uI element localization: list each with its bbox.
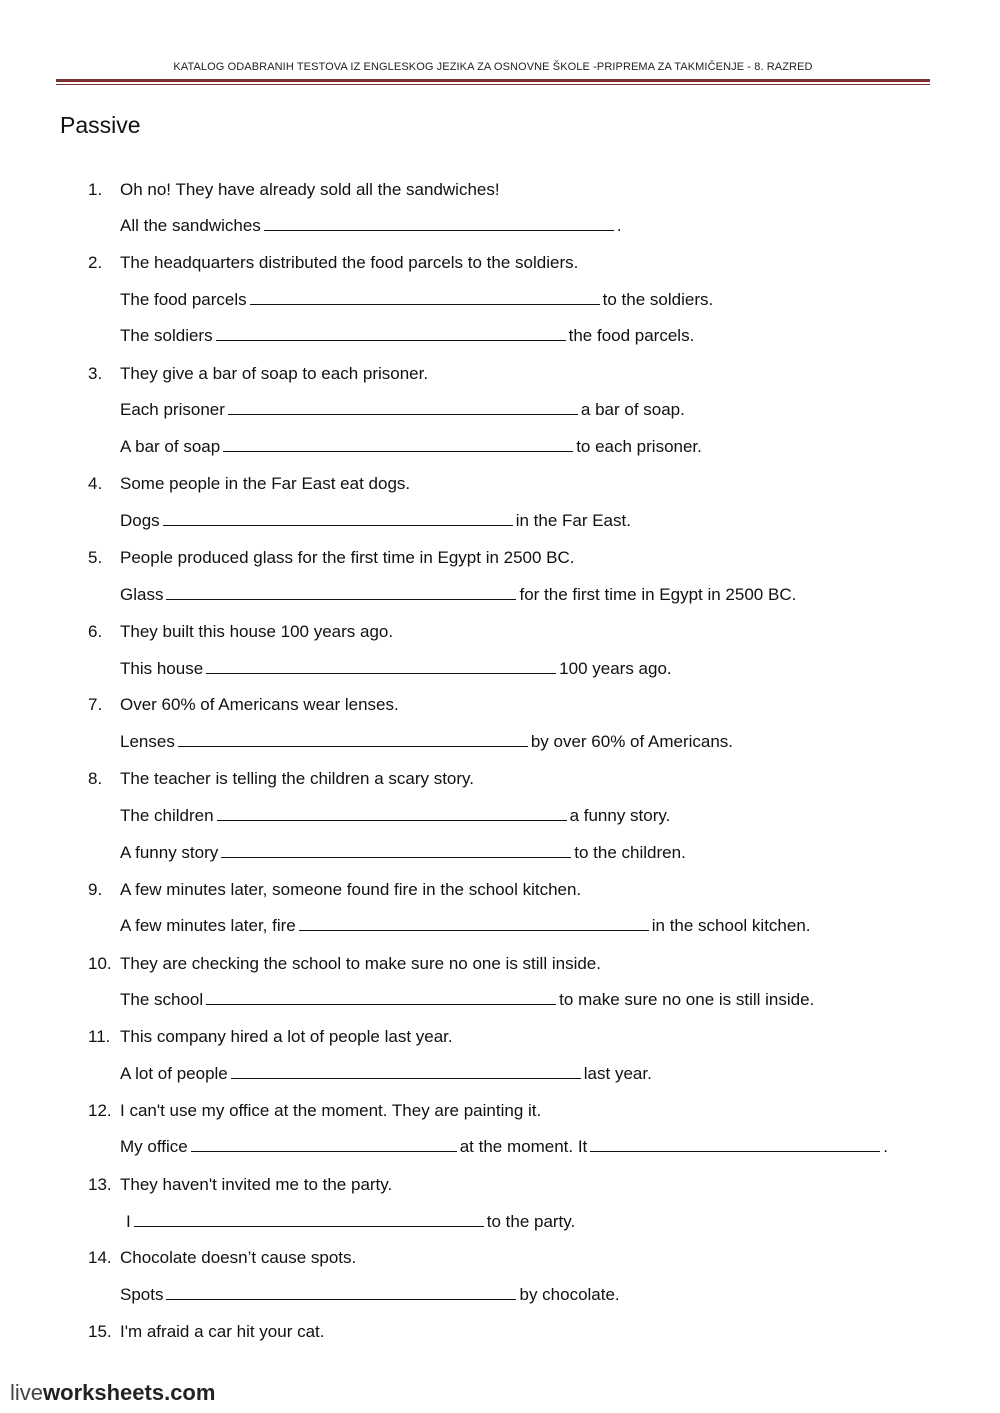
answer-blank-3a[interactable] xyxy=(228,413,578,415)
answer-line-2a xyxy=(120,289,713,311)
answer-suffix: last year. xyxy=(583,1064,652,1083)
answer-suffix: a funny story. xyxy=(569,806,671,825)
answer-suffix: . xyxy=(883,1137,889,1156)
question-text: The headquarters distributed the food parcels to the soldiers. xyxy=(120,253,579,272)
answer-blank-7[interactable] xyxy=(178,745,528,747)
answer-line-1 xyxy=(120,215,622,237)
answer-suffix: by over 60% of Americans. xyxy=(530,732,734,751)
header-divider xyxy=(56,79,930,82)
answer-prefix: The children xyxy=(120,806,214,825)
question-text: They give a bar of soap to each prisoner. xyxy=(120,364,429,383)
question-text: People produced glass for the first time in Egypt in 2500 BC. xyxy=(120,548,575,567)
answer-prefix: Spots xyxy=(120,1285,164,1304)
question-number: 5. xyxy=(88,548,103,567)
question-number: 4. xyxy=(88,474,103,493)
question-text: I'm afraid a car hit your cat. xyxy=(120,1322,325,1341)
answer-middle: at the moment. It xyxy=(459,1137,588,1156)
question-text: They built this house 100 years ago. xyxy=(120,622,394,641)
question-text: Oh no! They have already sold all the sandwiches! xyxy=(120,180,500,199)
answer-prefix: A few minutes later, fire xyxy=(120,916,296,935)
answer-line-6 xyxy=(120,658,672,680)
question-number: 14. xyxy=(88,1248,112,1267)
answer-suffix: to each prisoner. xyxy=(576,437,702,456)
question-number: 10. xyxy=(88,954,112,973)
answer-prefix: The school xyxy=(120,990,204,1009)
question-number: 12. xyxy=(88,1101,112,1120)
logo-text-suffix: .com xyxy=(164,1380,216,1405)
answer-blank-2a[interactable] xyxy=(250,303,600,305)
answer-blank-5[interactable] xyxy=(166,598,516,600)
answer-prefix: Dogs xyxy=(120,511,160,530)
answer-prefix: A lot of people xyxy=(120,1064,228,1083)
answer-blank-10[interactable] xyxy=(206,1003,556,1005)
answer-blank-9[interactable] xyxy=(299,929,649,931)
answer-prefix: A funny story xyxy=(120,843,219,862)
answer-suffix: in the Far East. xyxy=(515,511,631,530)
answer-blank-12b[interactable] xyxy=(590,1150,880,1152)
answer-line-2b xyxy=(120,325,694,347)
question-text: They are checking the school to make sure no one is still inside. xyxy=(120,954,601,973)
question-text: The teacher is telling the children a scary story. xyxy=(120,769,475,788)
logo-text-live: live xyxy=(10,1380,44,1405)
answer-line-7 xyxy=(120,731,733,753)
question-number: 6. xyxy=(88,622,103,641)
logo-text-worksheets: worksheets xyxy=(43,1380,165,1405)
answer-blank-8a[interactable] xyxy=(217,819,567,821)
answer-blank-1[interactable] xyxy=(264,229,614,231)
answer-line-14 xyxy=(120,1284,620,1306)
answer-line-8b xyxy=(120,842,686,864)
question-number: 2. xyxy=(88,253,103,272)
answer-prefix: Each prisoner xyxy=(120,400,225,419)
answer-prefix: Lenses xyxy=(120,732,175,751)
answer-prefix: All the sandwiches xyxy=(120,216,261,235)
answer-line-11 xyxy=(120,1063,652,1085)
answer-suffix: to the soldiers. xyxy=(602,290,714,309)
header-title: KATALOG ODABRANIH TESTOVA IZ ENGLESKOG JEZIKA ZA OSNOVNE ŠKOLE -PRIPREMA ZA TAKMIČENJE - 8. RAZRED xyxy=(173,61,813,73)
answer-line-3b xyxy=(120,436,702,458)
answer-prefix: The food parcels xyxy=(120,290,247,309)
question-text: A few minutes later, someone found fire in the school kitchen. xyxy=(120,880,582,899)
question-text: I can't use my office at the moment. They are painting it. xyxy=(120,1101,542,1120)
answer-line-4 xyxy=(120,510,631,532)
answer-line-8a xyxy=(120,805,670,827)
question-text: Some people in the Far East eat dogs. xyxy=(120,474,411,493)
answer-prefix: A bar of soap xyxy=(120,437,221,456)
question-text: Over 60% of Americans wear lenses. xyxy=(120,695,399,714)
answer-line-5 xyxy=(120,584,796,606)
question-text: This company hired a lot of people last year. xyxy=(120,1027,453,1046)
answer-blank-13[interactable] xyxy=(134,1225,484,1227)
answer-blank-3b[interactable] xyxy=(223,450,573,452)
liveworksheets-logo xyxy=(10,1380,215,1406)
question-number: 7. xyxy=(88,695,103,714)
answer-suffix: . xyxy=(616,216,622,235)
answer-suffix: to the children. xyxy=(574,843,686,862)
answer-suffix: a bar of soap. xyxy=(580,400,685,419)
question-number: 8. xyxy=(88,769,103,788)
answer-line-9 xyxy=(120,915,811,937)
answer-suffix: the food parcels. xyxy=(568,326,695,345)
answer-blank-2b[interactable] xyxy=(216,339,566,341)
answer-blank-14[interactable] xyxy=(166,1298,516,1300)
question-number: 1. xyxy=(88,180,103,199)
answer-prefix: My office xyxy=(120,1137,188,1156)
answer-prefix: The soldiers xyxy=(120,326,213,345)
answer-blank-4[interactable] xyxy=(163,524,513,526)
answer-prefix: I xyxy=(126,1212,131,1231)
answer-blank-8b[interactable] xyxy=(221,856,571,858)
header-divider-thin xyxy=(56,84,930,85)
answer-line-12 xyxy=(120,1136,888,1158)
answer-blank-11[interactable] xyxy=(231,1077,581,1079)
answer-blank-12a[interactable] xyxy=(191,1150,457,1152)
question-number: 11. xyxy=(88,1027,111,1046)
question-text: They haven't invited me to the party. xyxy=(120,1175,393,1194)
answer-line-13 xyxy=(126,1211,575,1233)
answer-suffix: for the first time in Egypt in 2500 BC. xyxy=(519,585,797,604)
question-number: 3. xyxy=(88,364,103,383)
answer-line-3a xyxy=(120,399,685,421)
question-number: 13. xyxy=(88,1175,112,1194)
answer-blank-6[interactable] xyxy=(206,672,556,674)
page-title: Passive xyxy=(60,112,141,138)
answer-suffix: by chocolate. xyxy=(519,1285,620,1304)
question-text: Chocolate doesn’t cause spots. xyxy=(120,1248,357,1267)
answer-suffix: 100 years ago. xyxy=(559,659,672,678)
answer-suffix: to make sure no one is still inside. xyxy=(559,990,815,1009)
question-number: 9. xyxy=(88,880,103,899)
answer-suffix: in the school kitchen. xyxy=(651,916,811,935)
answer-line-10 xyxy=(120,989,814,1011)
answer-suffix: to the party. xyxy=(486,1212,576,1231)
answer-prefix: Glass xyxy=(120,585,164,604)
question-number: 15. xyxy=(88,1322,112,1341)
answer-prefix: This house xyxy=(120,659,204,678)
